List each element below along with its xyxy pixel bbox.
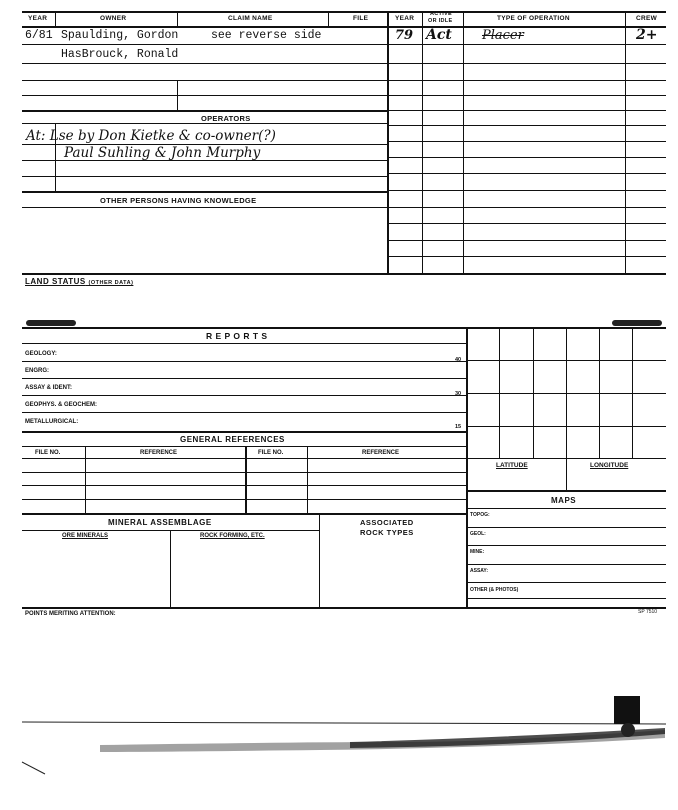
operators-line-1: At: Lse by Don Kietke & co-owner(?) <box>26 128 276 144</box>
longitude-label: LONGITUDE <box>590 462 629 469</box>
header-file: FILE <box>353 15 369 22</box>
report-metallurgical: METALLURGICAL: <box>25 419 79 425</box>
associated-rock-types-2: ROCK TYPES <box>360 528 414 537</box>
scan-artifacts <box>0 690 678 800</box>
land-status-title <box>25 277 133 286</box>
ref-file-no-2: FILE NO. <box>258 450 284 456</box>
entry-owner-1: Spaulding, Gordon <box>61 29 179 42</box>
handwritten-type: Placer <box>482 28 524 43</box>
rock-forming-label: ROCK FORMING, ETC. <box>200 533 265 539</box>
reports-title: R E P O R T S <box>206 331 268 341</box>
ref-file-no-1: FILE NO. <box>35 450 61 456</box>
associated-rock-types-1: ASSOCIATED <box>360 518 414 527</box>
smudge-left <box>26 320 76 326</box>
report-geology: GEOLOGY: <box>25 351 57 357</box>
maps-mine: MINE: <box>470 549 485 555</box>
report-engrg: ENGRG: <box>25 368 49 374</box>
grid-number-40: 40 <box>455 357 462 363</box>
general-references-title: GENERAL REFERENCES <box>180 435 285 444</box>
handwritten-year: 79 <box>395 28 414 43</box>
ref-reference-2: REFERENCE <box>362 450 400 456</box>
entry-claim-name: see reverse side <box>211 29 322 42</box>
smudge-right <box>612 320 662 326</box>
operators-line-2: Paul Suhling & John Murphy <box>64 145 261 161</box>
operators-title: OPERATORS <box>201 114 251 123</box>
report-geophys: GEOPHYS. & GEOCHEM: <box>25 402 98 408</box>
land-status-label: LAND STATUS <box>25 277 86 286</box>
maps-topog: TOPOG: <box>470 512 490 518</box>
report-assay: ASSAY & IDENT: <box>25 385 73 391</box>
header-crew: CREW <box>636 15 658 22</box>
maps-other: OTHER (& PHOTOS) <box>470 587 519 593</box>
form-number: SP 7510 <box>638 609 658 615</box>
entry-owner-2: HasBrouck, Ronald <box>61 48 179 61</box>
header-type-of-operation: TYPE OF OPERATION <box>497 15 570 22</box>
header-active-1: ACTIVE <box>430 11 452 17</box>
handwritten-crew: 2+ <box>636 27 658 43</box>
other-persons-title: OTHER PERSONS HAVING KNOWLEDGE <box>100 196 257 205</box>
grid-number-15: 15 <box>455 424 462 430</box>
header-claim-name: CLAIM NAME <box>228 15 273 22</box>
entry-year: 6/81 <box>25 29 53 42</box>
maps-assay: ASSAY: <box>470 568 489 574</box>
header-year-2: YEAR <box>395 15 415 22</box>
latitude-label: LATITUDE <box>496 462 528 469</box>
points-meriting-attention: POINTS MERITING ATTENTION: <box>25 611 116 617</box>
maps-title: MAPS <box>551 496 577 505</box>
land-status-sub: (OTHER DATA) <box>88 280 134 286</box>
header-owner: OWNER <box>100 15 127 22</box>
grid-number-30: 30 <box>455 391 462 397</box>
header-active-2: OR IDLE <box>428 18 453 24</box>
ref-reference-1: REFERENCE <box>140 450 178 456</box>
mineral-assemblage-title: MINERAL ASSEMBLAGE <box>108 518 212 527</box>
maps-geol: GEOL: <box>470 531 486 537</box>
header-year: YEAR <box>28 15 48 22</box>
handwritten-active: Act <box>426 27 452 43</box>
ore-minerals-label: ORE MINERALS <box>62 533 109 539</box>
